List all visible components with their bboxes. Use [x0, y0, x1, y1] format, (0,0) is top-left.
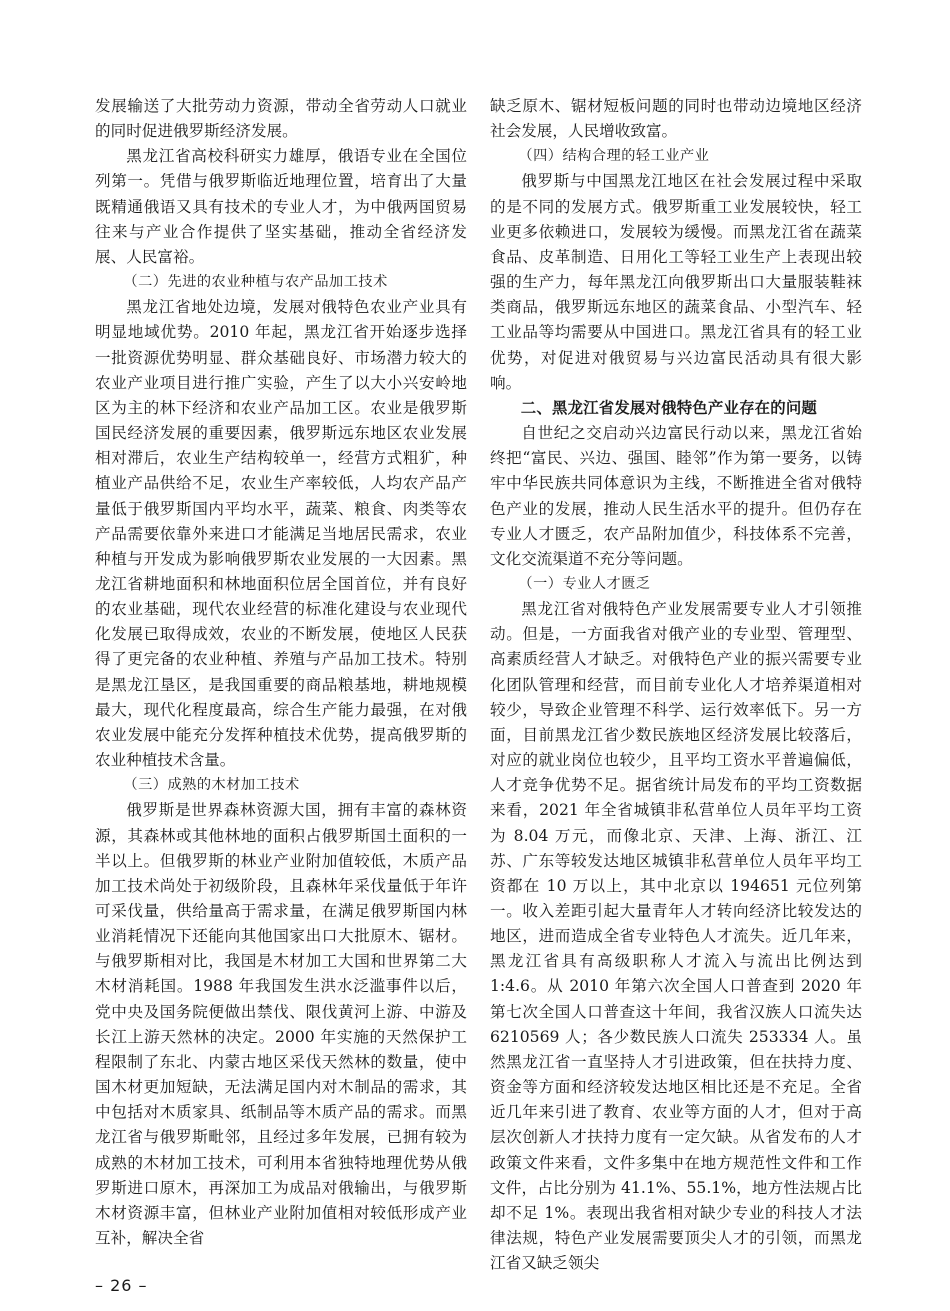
- page-number: – 26 –: [95, 1276, 148, 1295]
- right-column: [490, 94, 862, 1276]
- section-heading-problems: 二、黑龙江省发展对俄特色产业存在的问题: [520, 398, 818, 417]
- paragraph-universities: 黑龙江省高校科研实力雄厚，俄语专业在全国位列第一。凭借与俄罗斯临近地理位置，培育出了大量既精通俄语又具有技术的专业人才，为中俄两国贸易往来与产业合作提供了坚实基础，推动全省经济发展、人民富裕。: [95, 147, 467, 266]
- paragraph-light-industry: 俄罗斯与中国黑龙江地区在社会发展过程中采取的是不同的发展方式。俄罗斯重工业发展较快，轻工业更多依赖进口，发展较为缓慢。而黑龙江省在蔬菜食品、皮革制造、日用化工等轻工业生产上表现出较强的生产力，每年黑龙江向俄罗斯出口大量服装鞋袜类商品，俄罗斯远东地区的蔬菜食品、小型汽车、轻工业品等均需要从中国进口。黑龙江省具有的轻工业优势，对促进对俄贸易与兴边富民活动具有很大影响。: [490, 172, 862, 392]
- paragraph-labor-continued: 发展输送了大批劳动力资源，带动全省劳动人口就业的同时促进俄罗斯经济发展。: [95, 97, 467, 141]
- heading-light-industry: （四）结构合理的轻工业产业: [518, 148, 710, 165]
- paragraph-problems-intro: 自世纪之交启动兴边富民行动以来，黑龙江省始终把“富民、兴边、强国、睦邻”作为第一要务，以铸牢中华民族共同体意识为主线，不断推进全省对俄特色产业的发展，推动人民生活水平的提升。但仍存在专业人才匮乏，农产品附加值少，科技体系不完善，文化交流渠道不充分等问题。: [490, 424, 862, 568]
- left-column: [95, 94, 467, 1251]
- paragraph-talent-shortage: 黑龙江省对俄特色产业发展需要专业人才引领推动。但是，一方面我省对俄产业的专业型、管理型、高素质经营人才缺乏。对俄特色产业的振兴需要专业化团队管理和经营，而目前专业化人才培养渠道相对较少，导致企业管理不科学、运行效率低下。另一方面，目前黑龙江省少数民族地区经济发展比较落后，对应的就业岗位也较少，且平均工资水平普遍偏低，人才竞争优势不足。据省统计局发布的平均工资数据来看，2021 年全省城镇非私营单位人员年平均工资为 8.04 万元，而像北京、天津、上海、浙江、江苏、广东等较发达地区城镇非私营单位人员年平均工资都在 10 万以上，其中北京以 194651 元位列第一。收入差距引起大量青年人才转向经济比较发达的地区，进而造成全省专业特色人才流失。近几年来，黑龙江省具有高级职称人才流入与流出比例达到 1:4.6。从 2010 年第六次全国人口普查到 2020 年第七次全国人口普查这十年间，我省汉族人口流失达 6210569 人；各少数民族人口流失 253334 人。虽然黑龙江省一直坚持人才引进政策，但在扶持力度、资金等方面和经济较发达地区相比还是不充足。全省近几年来引进了教育、农业等方面的人才，但对于高层次创新人才扶持力度有一定欠缺。从省发布的人才政策文件来看，文件多集中在地方规范性文件和工作文件，占比分别为 41.1%、55.1%，地方性法规占比却不足 1%。表现出我省相对缺少专业的科技人才法律法规，特色产业发展需要顶尖人才的引领，而黑龙江省又缺乏领尖: [490, 600, 862, 1273]
- paragraph-wood-processing: 俄罗斯是世界森林资源大国，拥有丰富的森林资源，其森林或其他林地的面积占俄罗斯国土面积的一半以上。但俄罗斯的林业产业附加值较低，木质产品加工技术尚处于初级阶段，且森林年采伐量低于年许可采伐量，供给量高于需求量，在满足俄罗斯国内林业消耗情况下还能向其他国家出口大批原木、锯材。与俄罗斯相对比，我国是木材加工大国和世界第二大木材消耗国。1988 年我国发生洪水泛滥事件以后，党中央及国务院便做出禁伐、限伐黄河上游、中游及长江上游天然林的决定。2000 年实施的天然保护工程限制了东北、内蒙古地区采伐天然林的数量，使中国木材更加短缺，无法满足国内对木制品的需求，其中包括对木质家具、纸制品等木质产品的需求。而黑龙江省与俄罗斯毗邻，且经过多年发展，已拥有较为成熟的木材加工技术，可利用本省独特地理优势从俄罗斯进口原木，再深加工为成品对俄输出，与俄罗斯木材资源丰富，但林业产业附加值相对较低形成产业互补，解决全省: [95, 801, 467, 1248]
- heading-talent-shortage: （一）专业人才匮乏: [518, 575, 651, 592]
- heading-wood-processing: （三）成熟的木材加工技术: [123, 777, 300, 794]
- heading-agriculture: （二）先进的农业种植与农产品加工技术: [123, 274, 388, 291]
- paragraph-agriculture: 黑龙江省地处边境，发展对俄特色农业产业具有明显地域优势。2010 年起，黑龙江省开始逐步选择一批资源优势明显、群众基础良好、市场潜力较大的农业产业项目进行推广实验，产生了以大小兴安岭地区为主的林下经济和农业产品加工区。农业是俄罗斯国民经济发展的重要因素，俄罗斯远东地区农业发展相对滞后，农业生产结构较单一，经营方式粗犷，种植业产品供给不足，农业生产率较低，人均农产品产量低于俄罗斯国内平均水平，蔬菜、粮食、肉类等农产品需要依靠外来进口才能满足当地居民需求，农业种植与开发成为影响俄罗斯农业发展的一大因素。黑龙江省耕地面积和林地面积位居全国首位，并有良好的农业基础，现代农业经营的标准化建设与农业现代化发展已取得成效，农业的不断发展，使地区人民获得了更完备的农业种植、养殖与产品加工技术。特别是黑龙江垦区，是我国重要的商品粮基地，耕地规模最大，现代化程度最高，综合生产能力最强，在对俄农业发展中能充分发挥种植技术优势，提高俄罗斯的农业种植技术含量。: [95, 298, 467, 770]
- paragraph-wood-continued: 缺乏原木、锯材短板问题的同时也带动边境地区经济社会发展，人民增收致富。: [490, 97, 862, 141]
